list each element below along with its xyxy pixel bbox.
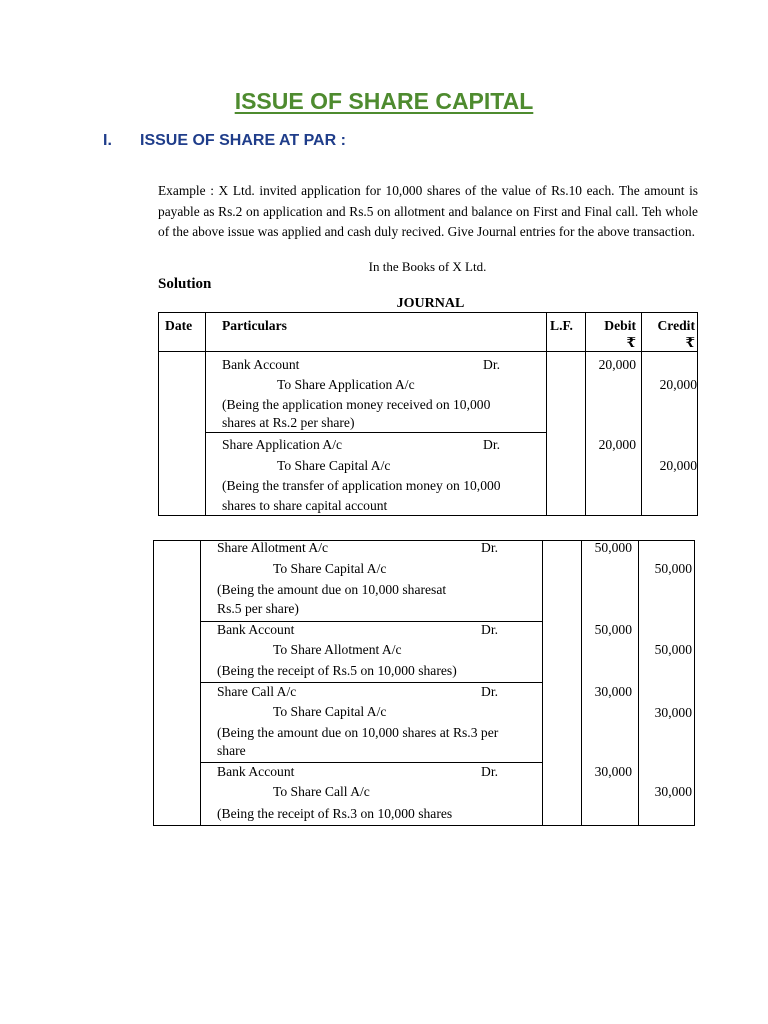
narration: (Being the receipt of Rs.3 on 10,000 shares xyxy=(217,806,453,821)
debit-account: Bank Account xyxy=(222,357,300,372)
rupee-icon: ₹ xyxy=(685,335,695,350)
page-title: ISSUE OF SHARE CAPITAL xyxy=(234,88,534,114)
header-credit: Credit xyxy=(657,318,695,333)
dr-label: Dr. xyxy=(481,764,498,779)
credit-account: To Share Capital A/c xyxy=(273,561,387,576)
example-text: Example : X Ltd. invited application for 10,000 shares of the value of Rs.10 each. The amount is payable as Rs.2 on application and Rs.5 on allotment and balance on First and Final call. Teh whole of the above issue was applied and cash duly recived. Give Journal entries for the above transaction. xyxy=(158,183,698,240)
narration: shares to share capital account xyxy=(222,498,388,513)
debit-amount: 50,000 xyxy=(594,540,632,555)
header-lf: L.F. xyxy=(550,318,573,333)
header-date: Date xyxy=(165,318,193,333)
credit-amount: 50,000 xyxy=(654,642,692,657)
section-heading xyxy=(103,132,346,150)
solution-label: Solution xyxy=(158,276,212,292)
dr-label: Dr. xyxy=(481,622,498,637)
credit-amount: 20,000 xyxy=(659,458,697,473)
debit-amount: 20,000 xyxy=(598,437,636,452)
debit-account: Share Application A/c xyxy=(222,437,343,452)
books-caption: In the Books of X Ltd. xyxy=(368,259,487,274)
rupee-icon: ₹ xyxy=(626,335,636,350)
credit-amount: 20,000 xyxy=(659,377,697,392)
narration: (Being the receipt of Rs.5 on 10,000 shares) xyxy=(217,663,457,678)
debit-amount: 30,000 xyxy=(594,764,632,779)
debit-amount: 50,000 xyxy=(594,622,632,637)
narration: (Being the amount due on 10,000 sharesat xyxy=(217,582,447,597)
header-debit: Debit xyxy=(604,318,636,333)
dr-label: Dr. xyxy=(483,437,500,452)
narration: (Being the application money received on 10,000 xyxy=(222,397,491,412)
credit-account: To Share Capital A/c xyxy=(273,704,387,719)
debit-account: Bank Account xyxy=(217,764,295,779)
journal-table-1 xyxy=(158,312,698,516)
narration: (Being the amount due on 10,000 shares at Rs.3 per xyxy=(217,725,499,740)
narration: Rs.5 per share) xyxy=(217,601,299,616)
dr-label: Dr. xyxy=(483,357,500,372)
dr-label: Dr. xyxy=(481,540,498,555)
debit-amount: 20,000 xyxy=(598,357,636,372)
section-number: I. xyxy=(103,132,112,149)
credit-account: To Share Call A/c xyxy=(273,784,370,799)
narration: shares at Rs.2 per share) xyxy=(222,415,355,430)
journal-table-2 xyxy=(153,540,695,826)
debit-amount: 30,000 xyxy=(594,684,632,699)
narration: (Being the transfer of application money on 10,000 xyxy=(222,478,501,493)
credit-account: To Share Allotment A/c xyxy=(273,642,402,657)
credit-amount: 30,000 xyxy=(654,784,692,799)
section-label: ISSUE OF SHARE AT PAR : xyxy=(140,132,346,149)
journal-heading: JOURNAL xyxy=(396,296,465,311)
credit-amount: 30,000 xyxy=(654,705,692,720)
dr-label: Dr. xyxy=(481,684,498,699)
debit-account: Share Call A/c xyxy=(217,684,297,699)
narration: share xyxy=(217,743,246,758)
credit-account: To Share Capital A/c xyxy=(277,458,391,473)
debit-account: Bank Account xyxy=(217,622,295,637)
credit-amount: 50,000 xyxy=(654,561,692,576)
credit-account: To Share Application A/c xyxy=(277,377,415,392)
debit-account: Share Allotment A/c xyxy=(217,540,328,555)
header-particulars: Particulars xyxy=(222,318,287,333)
